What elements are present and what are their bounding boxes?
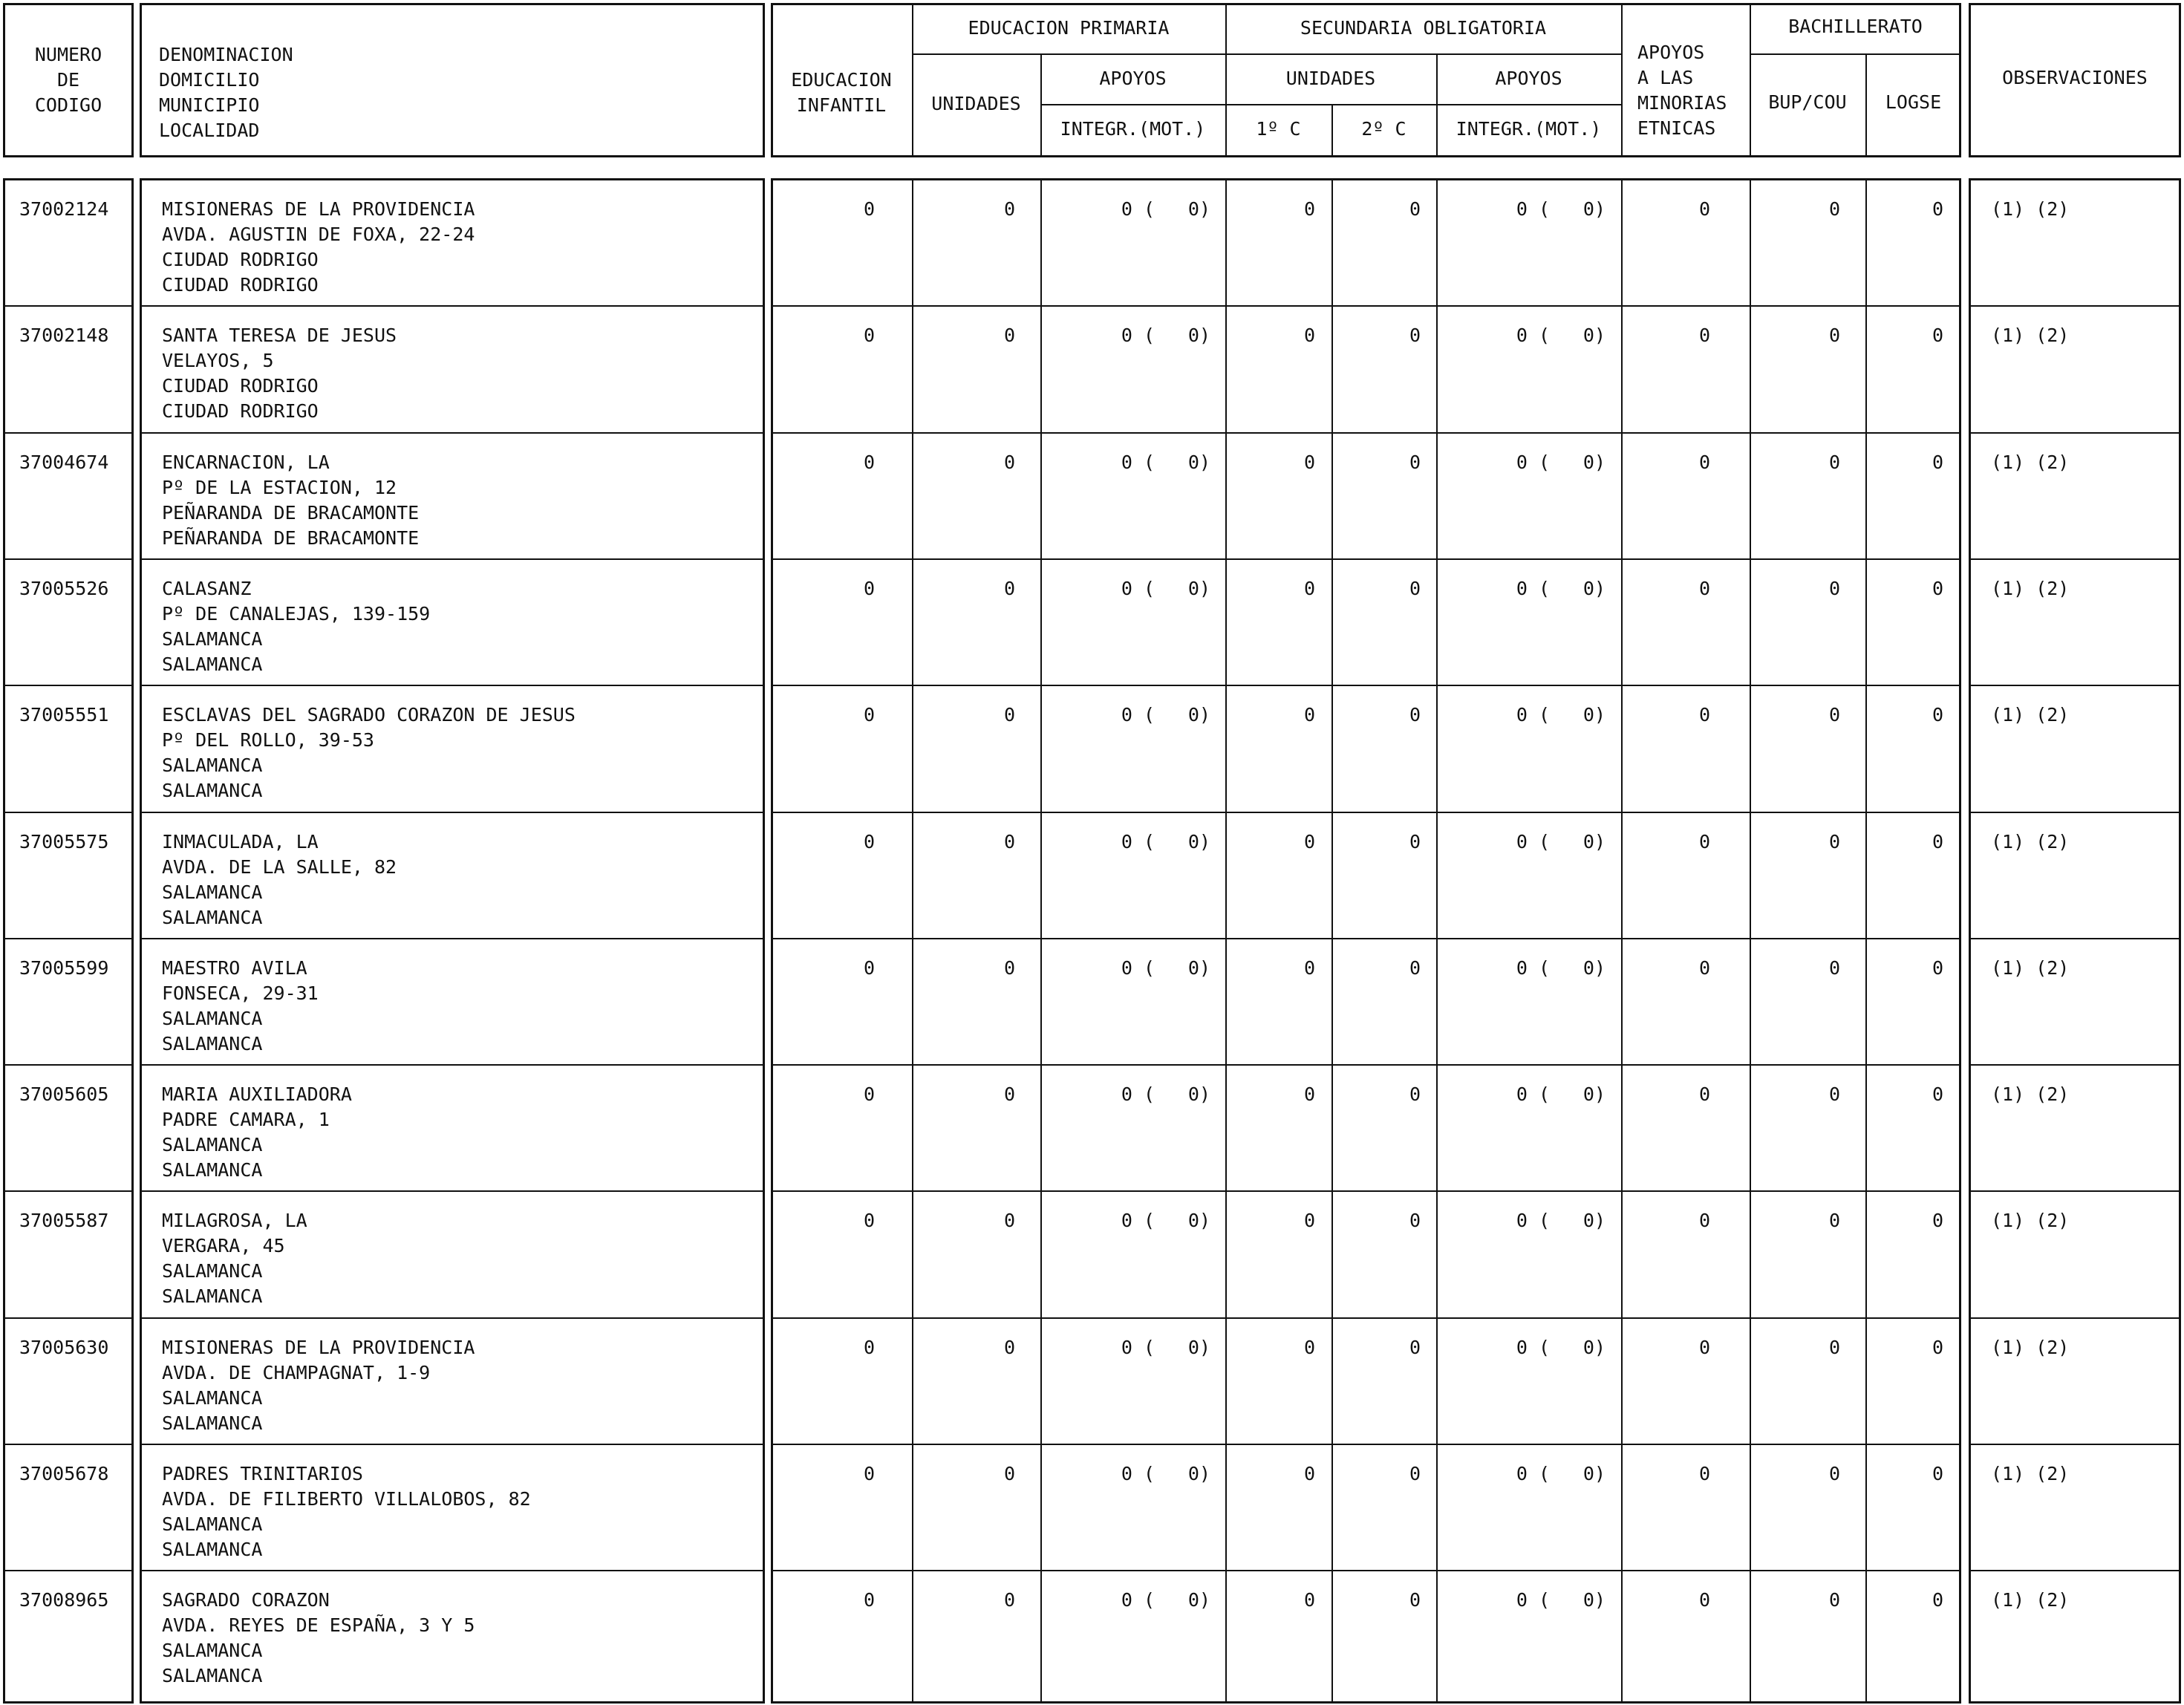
row-divider bbox=[1969, 1064, 2181, 1066]
row-divider bbox=[140, 432, 765, 434]
row-divider bbox=[140, 938, 765, 939]
hdr-line bbox=[1040, 104, 1225, 105]
row-divider bbox=[1969, 1190, 2181, 1192]
row-bup: 0 bbox=[1828, 325, 1840, 346]
col-line bbox=[1040, 178, 1042, 1704]
row-logse: 0 bbox=[1932, 831, 1943, 852]
row-code: 37005551 bbox=[19, 704, 109, 726]
row-localidad: SALAMANCA bbox=[162, 907, 263, 928]
row-municipio: SALAMANCA bbox=[162, 754, 263, 776]
row-infantil: 0 bbox=[863, 325, 875, 346]
hdr-minorias-2: A LAS bbox=[1637, 67, 1694, 88]
row-address: Pº DE CANALEJAS, 139-159 bbox=[162, 603, 431, 625]
row-divider bbox=[3, 1317, 134, 1319]
hdr-primaria-apoyos: APOYOS bbox=[1099, 68, 1167, 89]
row-sec-2c: 0 bbox=[1409, 704, 1421, 726]
col-line bbox=[1436, 178, 1438, 1704]
row-minorias: 0 bbox=[1698, 1337, 1710, 1358]
row-code: 37002148 bbox=[19, 325, 109, 346]
row-sec-1c: 0 bbox=[1303, 1589, 1315, 1611]
row-prim-mot: 0) bbox=[1187, 451, 1210, 473]
row-divider bbox=[771, 1317, 1961, 1319]
row-divider bbox=[140, 1444, 765, 1445]
row-bup: 0 bbox=[1828, 451, 1840, 473]
row-minorias: 0 bbox=[1698, 704, 1710, 726]
row-sec-apoyos: 0 ( bbox=[1516, 704, 1550, 726]
row-name: MAESTRO AVILA bbox=[162, 957, 307, 979]
row-sec-apoyos: 0 ( bbox=[1516, 198, 1550, 220]
row-logse: 0 bbox=[1932, 1337, 1943, 1358]
row-minorias: 0 bbox=[1698, 578, 1710, 599]
hdr-bachillerato: BACHILLERATO bbox=[1788, 16, 1923, 37]
row-localidad: SALAMANCA bbox=[162, 780, 263, 801]
row-localidad: CIUDAD RODRIGO bbox=[162, 400, 319, 422]
row-localidad: SALAMANCA bbox=[162, 1539, 263, 1560]
row-bup: 0 bbox=[1828, 704, 1840, 726]
row-sec-mot: 0) bbox=[1582, 1463, 1606, 1484]
row-sec-apoyos: 0 ( bbox=[1516, 957, 1550, 979]
row-address: VERGARA, 45 bbox=[162, 1235, 285, 1256]
row-bup: 0 bbox=[1828, 1337, 1840, 1358]
row-sec-apoyos: 0 ( bbox=[1516, 1083, 1550, 1105]
row-observaciones: (1) (2) bbox=[1991, 451, 2070, 473]
row-prim-apoyos: 0 ( bbox=[1121, 957, 1155, 979]
row-divider bbox=[1969, 1444, 2181, 1445]
row-infantil: 0 bbox=[863, 1589, 875, 1611]
row-observaciones: (1) (2) bbox=[1991, 1463, 2070, 1484]
row-bup: 0 bbox=[1828, 1210, 1840, 1231]
row-code: 37005575 bbox=[19, 831, 109, 852]
row-logse: 0 bbox=[1932, 1463, 1943, 1484]
row-sec-mot: 0) bbox=[1582, 957, 1606, 979]
row-minorias: 0 bbox=[1698, 325, 1710, 346]
hdr-codigo-2: DE bbox=[56, 69, 80, 91]
row-divider bbox=[1969, 812, 2181, 813]
row-divider bbox=[3, 1064, 134, 1066]
row-name: ENCARNACION, LA bbox=[162, 451, 330, 473]
row-observaciones: (1) (2) bbox=[1991, 198, 2070, 220]
row-observaciones: (1) (2) bbox=[1991, 1083, 2070, 1105]
row-divider bbox=[3, 938, 134, 939]
row-prim-apoyos: 0 ( bbox=[1121, 578, 1155, 599]
row-divider bbox=[771, 1444, 1961, 1445]
row-divider bbox=[771, 558, 1961, 560]
row-minorias: 0 bbox=[1698, 957, 1710, 979]
row-sec-apoyos: 0 ( bbox=[1516, 1210, 1550, 1231]
row-infantil: 0 bbox=[863, 578, 875, 599]
row-minorias: 0 bbox=[1698, 1210, 1710, 1231]
row-prim-apoyos: 0 ( bbox=[1121, 1463, 1155, 1484]
row-prim-unidades: 0 bbox=[1003, 831, 1015, 852]
hdr-secundaria-1c: 1º C bbox=[1256, 118, 1301, 140]
row-localidad: SALAMANCA bbox=[162, 1412, 263, 1434]
row-sec-2c: 0 bbox=[1409, 198, 1421, 220]
row-prim-mot: 0) bbox=[1187, 1210, 1210, 1231]
hdr-secundaria: SECUNDARIA OBLIGATORIA bbox=[1300, 17, 1547, 39]
row-prim-apoyos: 0 ( bbox=[1121, 704, 1155, 726]
row-divider bbox=[3, 432, 134, 434]
row-prim-unidades: 0 bbox=[1003, 957, 1015, 979]
row-bup: 0 bbox=[1828, 957, 1840, 979]
row-divider bbox=[140, 305, 765, 307]
row-sec-2c: 0 bbox=[1409, 578, 1421, 599]
hdr-primaria-unidades: UNIDADES bbox=[931, 93, 1021, 114]
row-sec-mot: 0) bbox=[1582, 831, 1606, 852]
row-prim-mot: 0) bbox=[1187, 1589, 1210, 1611]
row-sec-apoyos: 0 ( bbox=[1516, 451, 1550, 473]
row-municipio: SALAMANCA bbox=[162, 1513, 263, 1535]
row-sec-1c: 0 bbox=[1303, 704, 1315, 726]
row-sec-1c: 0 bbox=[1303, 1337, 1315, 1358]
row-sec-apoyos: 0 ( bbox=[1516, 1463, 1550, 1484]
row-code: 37004674 bbox=[19, 451, 109, 473]
row-name: MARIA AUXILIADORA bbox=[162, 1083, 352, 1105]
row-divider bbox=[140, 558, 765, 560]
row-bup: 0 bbox=[1828, 831, 1840, 852]
hdr-minorias-4: ETNICAS bbox=[1637, 117, 1716, 139]
row-infantil: 0 bbox=[863, 957, 875, 979]
row-code: 37002124 bbox=[19, 198, 109, 220]
row-sec-1c: 0 bbox=[1303, 451, 1315, 473]
row-sec-2c: 0 bbox=[1409, 1463, 1421, 1484]
row-name: SANTA TERESA DE JESUS bbox=[162, 325, 397, 346]
row-minorias: 0 bbox=[1698, 1463, 1710, 1484]
row-sec-mot: 0) bbox=[1582, 1337, 1606, 1358]
row-localidad: CIUDAD RODRIGO bbox=[162, 274, 319, 296]
row-prim-mot: 0) bbox=[1187, 1463, 1210, 1484]
row-observaciones: (1) (2) bbox=[1991, 957, 2070, 979]
row-sec-apoyos: 0 ( bbox=[1516, 578, 1550, 599]
row-prim-apoyos: 0 ( bbox=[1121, 1083, 1155, 1105]
hdr-localidad: LOCALIDAD bbox=[159, 120, 260, 141]
row-prim-apoyos: 0 ( bbox=[1121, 451, 1155, 473]
row-observaciones: (1) (2) bbox=[1991, 1589, 2070, 1611]
row-prim-mot: 0) bbox=[1187, 325, 1210, 346]
row-name: INMACULADA, LA bbox=[162, 831, 319, 852]
row-logse: 0 bbox=[1932, 578, 1943, 599]
row-municipio: SALAMANCA bbox=[162, 881, 263, 903]
row-prim-mot: 0) bbox=[1187, 198, 1210, 220]
row-municipio: SALAMANCA bbox=[162, 1134, 263, 1155]
hdr-codigo-3: CODIGO bbox=[34, 94, 102, 116]
row-sec-1c: 0 bbox=[1303, 1463, 1315, 1484]
row-sec-1c: 0 bbox=[1303, 578, 1315, 599]
row-sec-mot: 0) bbox=[1582, 704, 1606, 726]
row-prim-unidades: 0 bbox=[1003, 1463, 1015, 1484]
row-logse: 0 bbox=[1932, 1210, 1943, 1231]
row-sec-2c: 0 bbox=[1409, 1337, 1421, 1358]
hdr-denominacion: DENOMINACION bbox=[159, 44, 293, 65]
row-prim-unidades: 0 bbox=[1003, 1337, 1015, 1358]
row-bup: 0 bbox=[1828, 1589, 1840, 1611]
row-code: 37005630 bbox=[19, 1337, 109, 1358]
row-sec-2c: 0 bbox=[1409, 1083, 1421, 1105]
row-code: 37005587 bbox=[19, 1210, 109, 1231]
row-address: FONSECA, 29-31 bbox=[162, 982, 319, 1004]
row-prim-apoyos: 0 ( bbox=[1121, 1589, 1155, 1611]
row-address: Pº DE LA ESTACION, 12 bbox=[162, 477, 397, 498]
row-prim-apoyos: 0 ( bbox=[1121, 831, 1155, 852]
hdr-secundaria-unidades: UNIDADES bbox=[1285, 68, 1376, 89]
row-logse: 0 bbox=[1932, 957, 1943, 979]
row-municipio: SALAMANCA bbox=[162, 1387, 263, 1409]
row-municipio: CIUDAD RODRIGO bbox=[162, 375, 319, 397]
row-divider bbox=[1969, 938, 2181, 939]
row-sec-1c: 0 bbox=[1303, 957, 1315, 979]
row-municipio: SALAMANCA bbox=[162, 1260, 263, 1282]
row-sec-apoyos: 0 ( bbox=[1516, 831, 1550, 852]
row-infantil: 0 bbox=[863, 1083, 875, 1105]
row-logse: 0 bbox=[1932, 704, 1943, 726]
hdr-line bbox=[1621, 3, 1623, 157]
row-divider bbox=[3, 1444, 134, 1445]
row-logse: 0 bbox=[1932, 325, 1943, 346]
row-divider bbox=[3, 812, 134, 813]
row-divider bbox=[3, 558, 134, 560]
row-localidad: SALAMANCA bbox=[162, 1159, 263, 1181]
row-divider bbox=[1969, 685, 2181, 686]
row-divider bbox=[771, 685, 1961, 686]
row-name: ESCLAVAS DEL SAGRADO CORAZON DE JESUS bbox=[162, 704, 576, 726]
row-sec-mot: 0) bbox=[1582, 451, 1606, 473]
hdr-domicilio: DOMICILIO bbox=[159, 69, 260, 91]
row-municipio: PEÑARANDA DE BRACAMONTE bbox=[162, 502, 420, 524]
row-name: MISIONERAS DE LA PROVIDENCIA bbox=[162, 1337, 475, 1358]
row-name: MILAGROSA, LA bbox=[162, 1210, 307, 1231]
row-minorias: 0 bbox=[1698, 1083, 1710, 1105]
row-sec-mot: 0) bbox=[1582, 1083, 1606, 1105]
row-bup: 0 bbox=[1828, 1463, 1840, 1484]
row-address: AVDA. REYES DE ESPAÑA, 3 Y 5 bbox=[162, 1614, 475, 1636]
hdr-municipio: MUNICIPIO bbox=[159, 94, 260, 116]
row-prim-unidades: 0 bbox=[1003, 1210, 1015, 1231]
row-prim-mot: 0) bbox=[1187, 1083, 1210, 1105]
row-code: 37005605 bbox=[19, 1083, 109, 1105]
row-sec-2c: 0 bbox=[1409, 325, 1421, 346]
row-code: 37008965 bbox=[19, 1589, 109, 1611]
row-sec-2c: 0 bbox=[1409, 1210, 1421, 1231]
row-sec-1c: 0 bbox=[1303, 198, 1315, 220]
row-name: MISIONERAS DE LA PROVIDENCIA bbox=[162, 198, 475, 220]
row-observaciones: (1) (2) bbox=[1991, 704, 2070, 726]
hdr-infantil-2: INFANTIL bbox=[796, 94, 887, 116]
row-divider bbox=[1969, 1570, 2181, 1571]
row-localidad: SALAMANCA bbox=[162, 1665, 263, 1686]
row-divider bbox=[771, 305, 1961, 307]
row-logse: 0 bbox=[1932, 1589, 1943, 1611]
row-divider bbox=[140, 812, 765, 813]
row-prim-apoyos: 0 ( bbox=[1121, 198, 1155, 220]
row-localidad: SALAMANCA bbox=[162, 1285, 263, 1307]
hdr-minorias-1: APOYOS bbox=[1637, 42, 1705, 63]
row-infantil: 0 bbox=[863, 1210, 875, 1231]
row-infantil: 0 bbox=[863, 1463, 875, 1484]
row-divider bbox=[140, 1064, 765, 1066]
row-observaciones: (1) (2) bbox=[1991, 831, 2070, 852]
row-name: SAGRADO CORAZON bbox=[162, 1589, 330, 1611]
row-minorias: 0 bbox=[1698, 1589, 1710, 1611]
row-sec-1c: 0 bbox=[1303, 831, 1315, 852]
row-prim-mot: 0) bbox=[1187, 831, 1210, 852]
row-observaciones: (1) (2) bbox=[1991, 325, 2070, 346]
hdr-line bbox=[1750, 53, 1961, 55]
col-line bbox=[912, 178, 913, 1704]
row-prim-unidades: 0 bbox=[1003, 198, 1015, 220]
hdr-logse: LOGSE bbox=[1885, 91, 1942, 113]
row-sec-2c: 0 bbox=[1409, 831, 1421, 852]
row-divider bbox=[771, 1064, 1961, 1066]
row-divider bbox=[1969, 558, 2181, 560]
row-observaciones: (1) (2) bbox=[1991, 1337, 2070, 1358]
row-code: 37005599 bbox=[19, 957, 109, 979]
hdr-infantil-1: EDUCACION bbox=[791, 69, 892, 91]
row-address: AVDA. AGUSTIN DE FOXA, 22-24 bbox=[162, 224, 475, 245]
row-minorias: 0 bbox=[1698, 451, 1710, 473]
row-sec-apoyos: 0 ( bbox=[1516, 1337, 1550, 1358]
row-minorias: 0 bbox=[1698, 198, 1710, 220]
row-minorias: 0 bbox=[1698, 831, 1710, 852]
row-address: Pº DEL ROLLO, 39-53 bbox=[162, 729, 374, 751]
row-municipio: CIUDAD RODRIGO bbox=[162, 249, 319, 270]
row-address: VELAYOS, 5 bbox=[162, 350, 274, 371]
row-bup: 0 bbox=[1828, 578, 1840, 599]
row-divider bbox=[1969, 432, 2181, 434]
hdr-line bbox=[1225, 104, 1621, 105]
row-sec-2c: 0 bbox=[1409, 1589, 1421, 1611]
row-localidad: SALAMANCA bbox=[162, 1033, 263, 1054]
hdr-secundaria-2c: 2º C bbox=[1361, 118, 1406, 140]
hdr-codigo-1: NUMERO bbox=[34, 44, 102, 65]
hdr-line bbox=[912, 53, 1621, 55]
row-divider bbox=[771, 1190, 1961, 1192]
row-divider bbox=[140, 1317, 765, 1319]
hdr-primaria-integr: INTEGR.(MOT.) bbox=[1060, 118, 1206, 140]
row-divider bbox=[771, 938, 1961, 939]
row-sec-1c: 0 bbox=[1303, 1083, 1315, 1105]
row-prim-unidades: 0 bbox=[1003, 1589, 1015, 1611]
row-sec-2c: 0 bbox=[1409, 451, 1421, 473]
row-address: AVDA. DE LA SALLE, 82 bbox=[162, 856, 397, 878]
row-divider bbox=[140, 685, 765, 686]
row-name: PADRES TRINITARIOS bbox=[162, 1463, 363, 1484]
row-prim-apoyos: 0 ( bbox=[1121, 1337, 1155, 1358]
row-prim-apoyos: 0 ( bbox=[1121, 325, 1155, 346]
row-divider bbox=[771, 812, 1961, 813]
row-code: 37005526 bbox=[19, 578, 109, 599]
row-municipio: SALAMANCA bbox=[162, 628, 263, 650]
row-divider bbox=[1969, 1317, 2181, 1319]
hdr-bup: BUP/COU bbox=[1768, 91, 1847, 113]
hdr-secundaria-apoyos: APOYOS bbox=[1495, 68, 1562, 89]
row-name: CALASANZ bbox=[162, 578, 252, 599]
hdr-primaria: EDUCACION PRIMARIA bbox=[968, 17, 1170, 39]
hdr-minorias-3: MINORIAS bbox=[1637, 92, 1727, 114]
hdr-secundaria-integr: INTEGR.(MOT.) bbox=[1456, 118, 1602, 140]
row-prim-unidades: 0 bbox=[1003, 325, 1015, 346]
row-sec-apoyos: 0 ( bbox=[1516, 325, 1550, 346]
row-observaciones: (1) (2) bbox=[1991, 578, 2070, 599]
row-municipio: SALAMANCA bbox=[162, 1008, 263, 1029]
row-infantil: 0 bbox=[863, 451, 875, 473]
row-divider bbox=[1969, 305, 2181, 307]
row-prim-unidades: 0 bbox=[1003, 704, 1015, 726]
row-address: PADRE CAMARA, 1 bbox=[162, 1109, 330, 1130]
row-logse: 0 bbox=[1932, 198, 1943, 220]
row-logse: 0 bbox=[1932, 451, 1943, 473]
row-localidad: SALAMANCA bbox=[162, 653, 263, 675]
row-localidad: PEÑARANDA DE BRACAMONTE bbox=[162, 527, 420, 549]
row-observaciones: (1) (2) bbox=[1991, 1210, 2070, 1231]
row-divider bbox=[140, 1190, 765, 1192]
row-prim-unidades: 0 bbox=[1003, 1083, 1015, 1105]
row-infantil: 0 bbox=[863, 704, 875, 726]
row-logse: 0 bbox=[1932, 1083, 1943, 1105]
row-sec-2c: 0 bbox=[1409, 957, 1421, 979]
row-bup: 0 bbox=[1828, 1083, 1840, 1105]
row-divider bbox=[3, 1570, 134, 1571]
row-divider bbox=[771, 432, 1961, 434]
row-address: AVDA. DE CHAMPAGNAT, 1-9 bbox=[162, 1362, 431, 1383]
row-prim-unidades: 0 bbox=[1003, 451, 1015, 473]
row-infantil: 0 bbox=[863, 198, 875, 220]
row-prim-apoyos: 0 ( bbox=[1121, 1210, 1155, 1231]
row-code: 37005678 bbox=[19, 1463, 109, 1484]
row-sec-mot: 0) bbox=[1582, 1589, 1606, 1611]
row-prim-unidades: 0 bbox=[1003, 578, 1015, 599]
row-municipio: SALAMANCA bbox=[162, 1640, 263, 1661]
row-sec-1c: 0 bbox=[1303, 325, 1315, 346]
row-divider bbox=[140, 1570, 765, 1571]
row-sec-mot: 0) bbox=[1582, 325, 1606, 346]
row-prim-mot: 0) bbox=[1187, 957, 1210, 979]
row-prim-mot: 0) bbox=[1187, 704, 1210, 726]
row-address: AVDA. DE FILIBERTO VILLALOBOS, 82 bbox=[162, 1488, 531, 1510]
hdr-observaciones: OBSERVACIONES bbox=[2002, 67, 2148, 88]
row-bup: 0 bbox=[1828, 198, 1840, 220]
row-sec-mot: 0) bbox=[1582, 578, 1606, 599]
row-sec-mot: 0) bbox=[1582, 198, 1606, 220]
row-divider bbox=[3, 685, 134, 686]
row-infantil: 0 bbox=[863, 831, 875, 852]
row-sec-apoyos: 0 ( bbox=[1516, 1589, 1550, 1611]
row-prim-mot: 0) bbox=[1187, 1337, 1210, 1358]
row-divider bbox=[3, 305, 134, 307]
row-divider bbox=[3, 1190, 134, 1192]
row-divider bbox=[771, 1570, 1961, 1571]
row-infantil: 0 bbox=[863, 1337, 875, 1358]
row-sec-1c: 0 bbox=[1303, 1210, 1315, 1231]
row-prim-mot: 0) bbox=[1187, 578, 1210, 599]
row-sec-mot: 0) bbox=[1582, 1210, 1606, 1231]
